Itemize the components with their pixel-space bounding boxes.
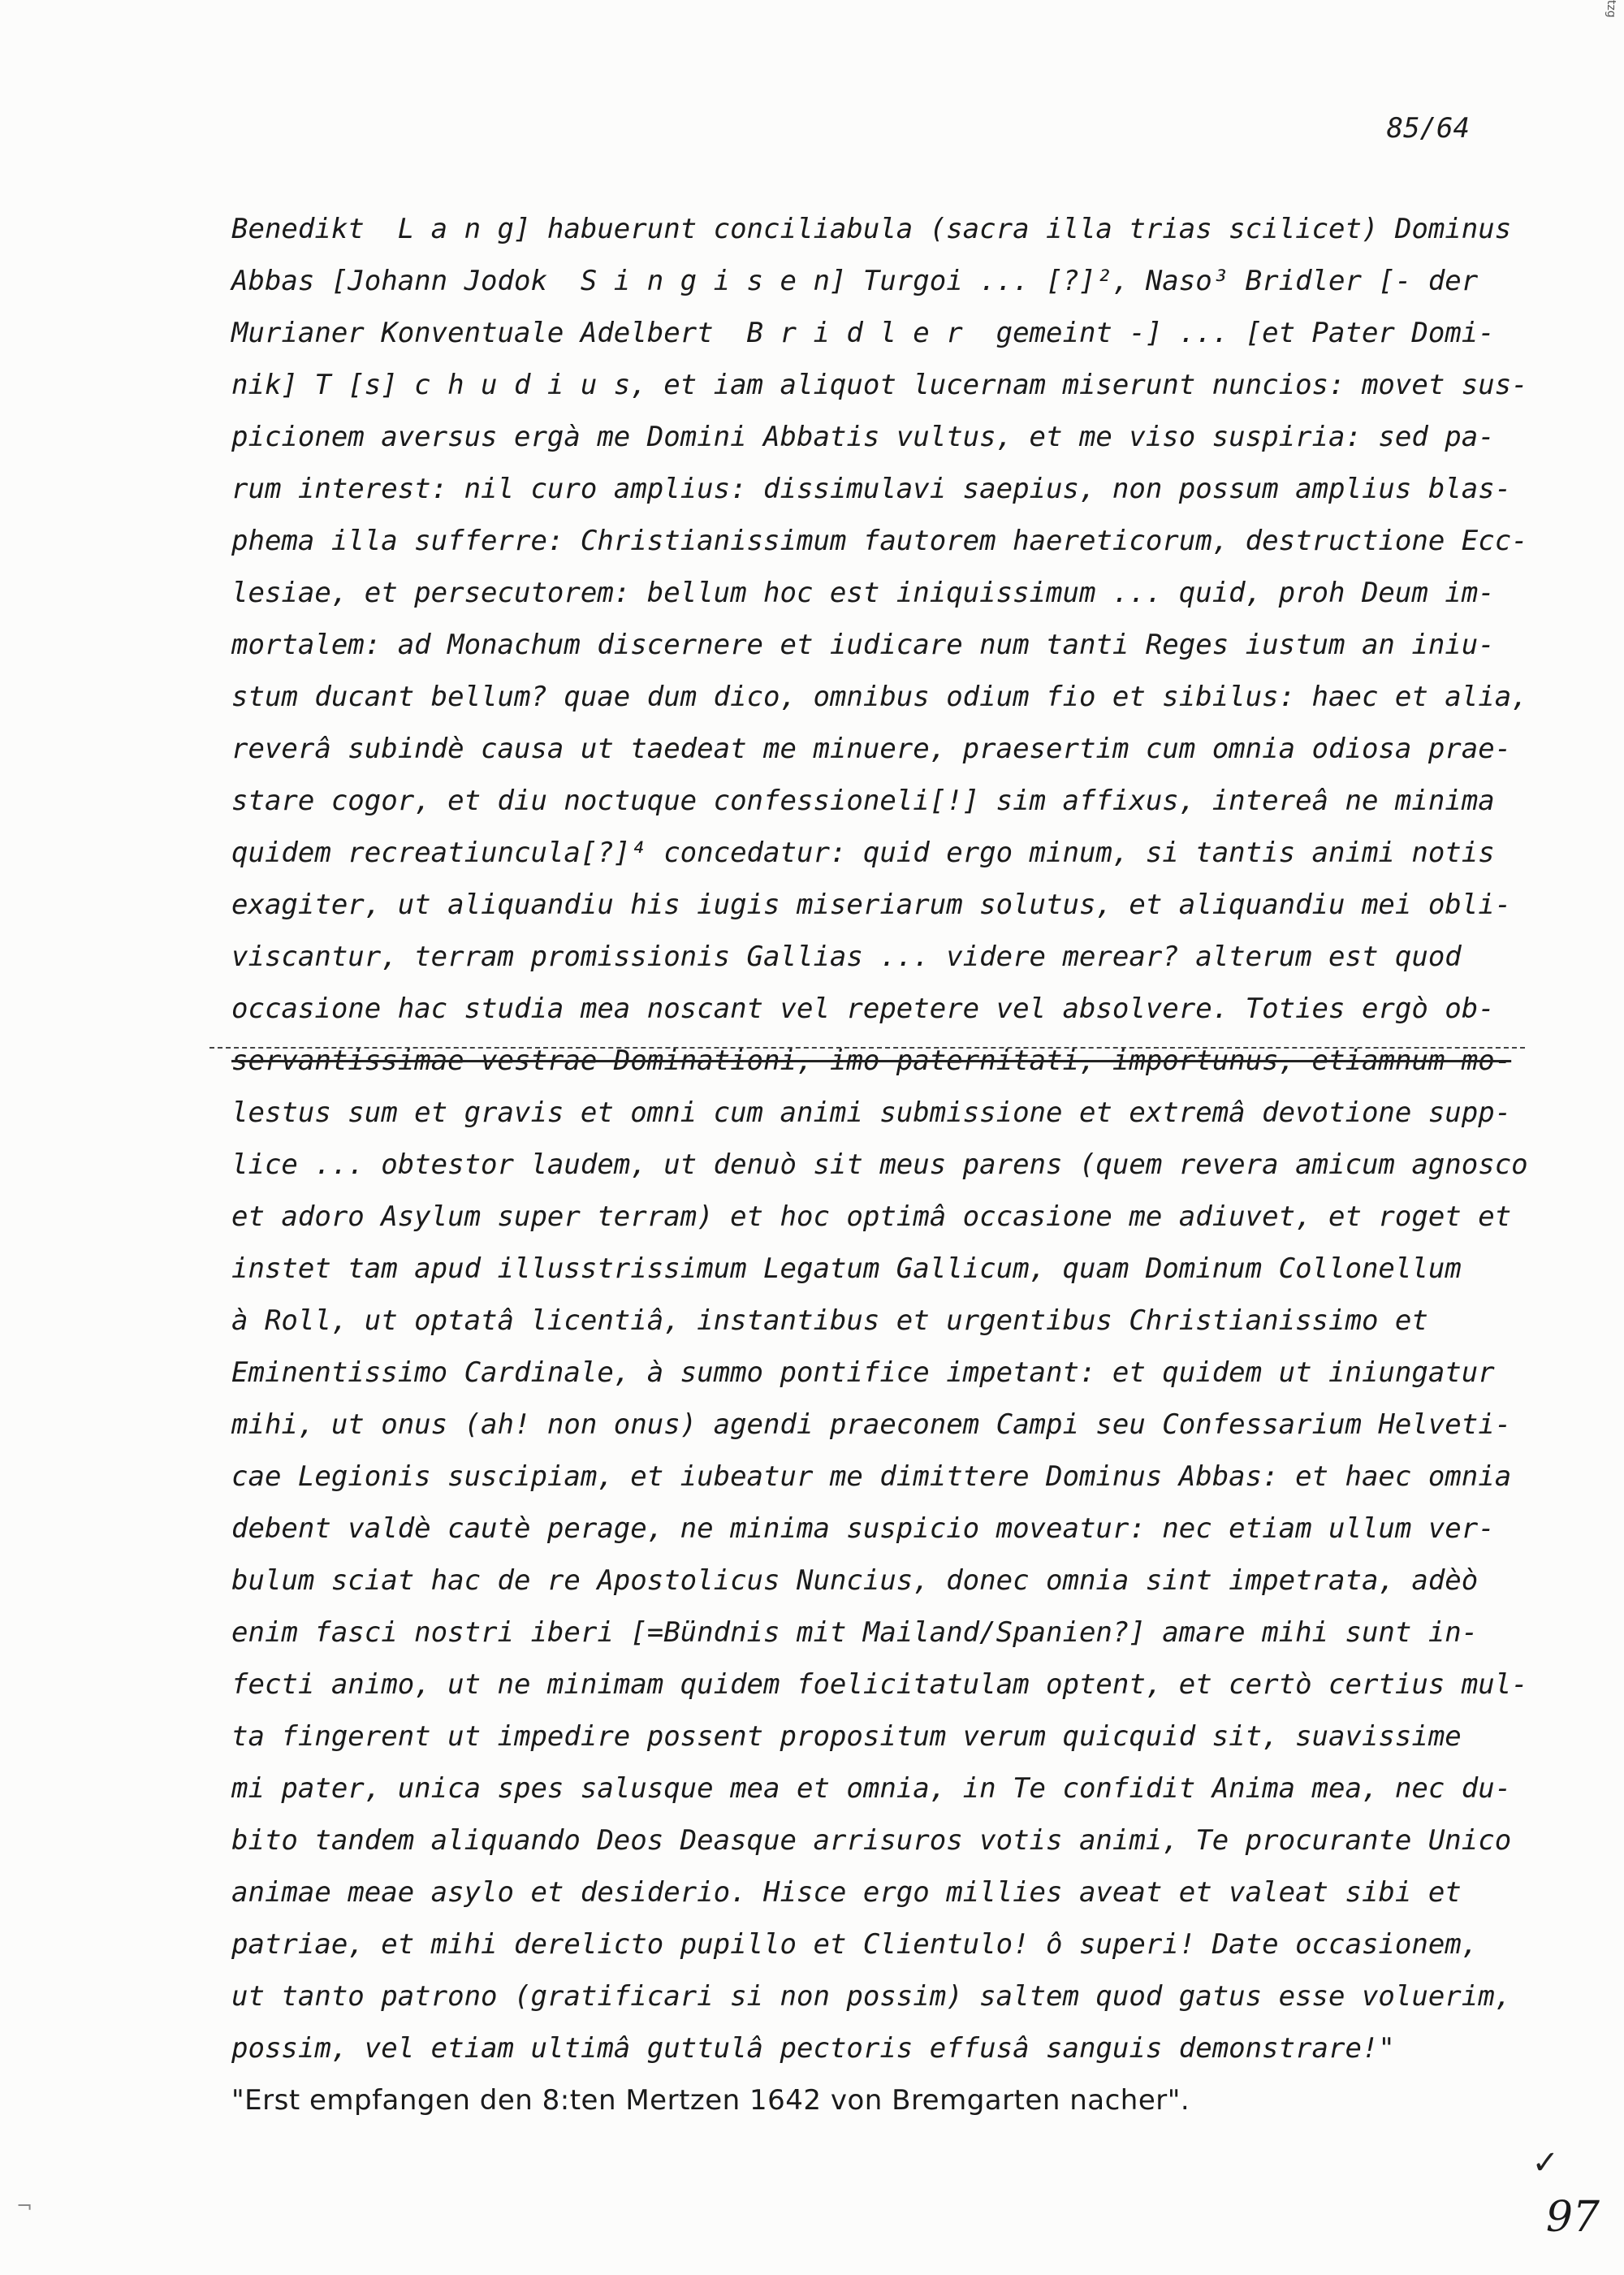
- text-line: debent valdè cautè perage, ne minima suspicio moveatur: nec etiam ullum ver-: [231, 1512, 1495, 1545]
- text-line: Abbas [Johann Jodok S i n g i s e n] Turgoi ... [?]², Naso³ Bridler [- der: [231, 265, 1479, 297]
- dashed-rule: [209, 1047, 1525, 1049]
- text-line: lestus sum et gravis et omni cum animi submissione et extremâ devotione supp-: [231, 1096, 1512, 1129]
- text-line: enim fasci nostri iberi [=Bündnis mit Mailand/Spanien?] amare mihi sunt in-: [231, 1616, 1479, 1649]
- text-line: mi pater, unica spes salusque mea et omnia, in Te confidit Anima mea, nec du-: [231, 1772, 1512, 1805]
- text-line: bito tandem aliquando Deos Deasque arrisuros votis animi, Te procurante Unico: [231, 1824, 1512, 1857]
- text-line: lice ... obtestor laudem, ut denuò sit meus parens (quem revera amicum agnosco: [231, 1148, 1528, 1181]
- text-line: patriae, et mihi derelicto pupillo et Clientulo! ô superi! Date occasionem,: [231, 1928, 1479, 1961]
- text-line: bulum sciat hac de re Apostolicus Nuncius, donec omnia sint impetrata, adèò: [231, 1564, 1479, 1597]
- text-line: viscantur, terram promissionis Gallias ... videre merear? alterum est quod: [231, 941, 1462, 973]
- text-line: reverâ subindè causa ut taedeat me minuere, praesertim cum omnia odiosa prae-: [231, 733, 1512, 765]
- page-number: 85/64: [1386, 112, 1470, 145]
- check-mark-icon: ✓: [1531, 2144, 1559, 2182]
- text-line: picionem aversus ergà me Domini Abbatis vultus, et me viso suspiria: sed pa-: [231, 421, 1495, 453]
- margin-stroke: ¬: [16, 2195, 33, 2217]
- text-line: phema illa sufferre: Christianissimum fautorem haereticorum, destructione Ecc-: [231, 525, 1528, 557]
- text-line: quidem recreatiuncula[?]⁴ concedatur: quid ergo minum, si tantis animi notis: [231, 837, 1495, 869]
- corner-annotation: tzg: [1605, 0, 1618, 18]
- text-line: instet tam apud illusstrissimum Legatum Gallicum, quam Dominum Collonellum: [231, 1252, 1462, 1285]
- text-line: mortalem: ad Monachum discernere et iudicare num tanti Reges iustum an iniu-: [231, 629, 1495, 661]
- text-line: lesiae, et persecutorem: bellum hoc est iniquissimum ... quid, proh Deum im-: [231, 577, 1495, 609]
- text-line: nik] T [s] c h u d i u s, et iam aliquot lucernam miserunt nuncios: movet sus-: [231, 369, 1528, 401]
- text-line-struck: servantissimae vestrae Dominationi, imo paternitati, importunus, etiamnum mo-: [231, 1045, 1512, 1077]
- text-line: stum ducant bellum? quae dum dico, omnibus odium fio et sibilus: haec et alia,: [231, 681, 1528, 713]
- text-line: exagiter, ut aliquandiu his iugis miseriarum solutus, et aliquandiu mei obli-: [231, 889, 1512, 921]
- text-line: rum interest: nil curo amplius: dissimulavi saepius, non possum amplius blas-: [231, 473, 1512, 505]
- text-line: Eminentissimo Cardinale, à summo pontifice impetant: et quidem ut iniungatur: [231, 1356, 1495, 1389]
- text-line: cae Legionis suscipiam, et iubeatur me dimittere Dominus Abbas: et haec omnia: [231, 1460, 1512, 1493]
- text-line: ut tanto patrono (gratificari si non possim) saltem quod gatus esse voluerim,: [231, 1980, 1512, 2013]
- text-line: possim, vel etiam ultimâ guttulâ pectoris effusâ sanguis demonstrare!": [231, 2032, 1395, 2065]
- folio-number: 97: [1545, 2193, 1600, 2242]
- text-line: fecti animo, ut ne minimam quidem foelicitatulam optent, et certò certius mul-: [231, 1668, 1528, 1701]
- receipt-note-line: "Erst empfangen den 8:ten Mertzen 1642 von Bremgarten nacher".: [231, 2084, 1190, 2117]
- text-line: stare cogor, et diu noctuque confessioneli[!] sim affixus, intereâ ne minima: [231, 785, 1495, 817]
- letter-body: [231, 203, 1528, 2126]
- text-line: ta fingerent ut impedire possent propositum verum quicquid sit, suavissime: [231, 1720, 1462, 1753]
- text-line: mihi, ut onus (ah! non onus) agendi praeconem Campi seu Confessarium Helveti-: [231, 1408, 1512, 1441]
- text-line: et adoro Asylum super terram) et hoc optimâ occasione me adiuvet, et roget et: [231, 1200, 1512, 1233]
- text-line: animae meae asylo et desiderio. Hisce ergo millies aveat et valeat sibi et: [231, 1876, 1462, 1909]
- text-line: occasione hac studia mea noscant vel repetere vel absolvere. Toties ergò ob-: [231, 993, 1495, 1025]
- text-line: à Roll, ut optatâ licentiâ, instantibus et urgentibus Christianissimo et: [231, 1304, 1428, 1337]
- text-line: Benedikt L a n g] habuerunt conciliabula (sacra illa trias scilicet) Dominus: [231, 213, 1512, 245]
- text-line: Murianer Konventuale Adelbert B r i d l e r gemeint -] ... [et Pater Domi-: [231, 317, 1495, 349]
